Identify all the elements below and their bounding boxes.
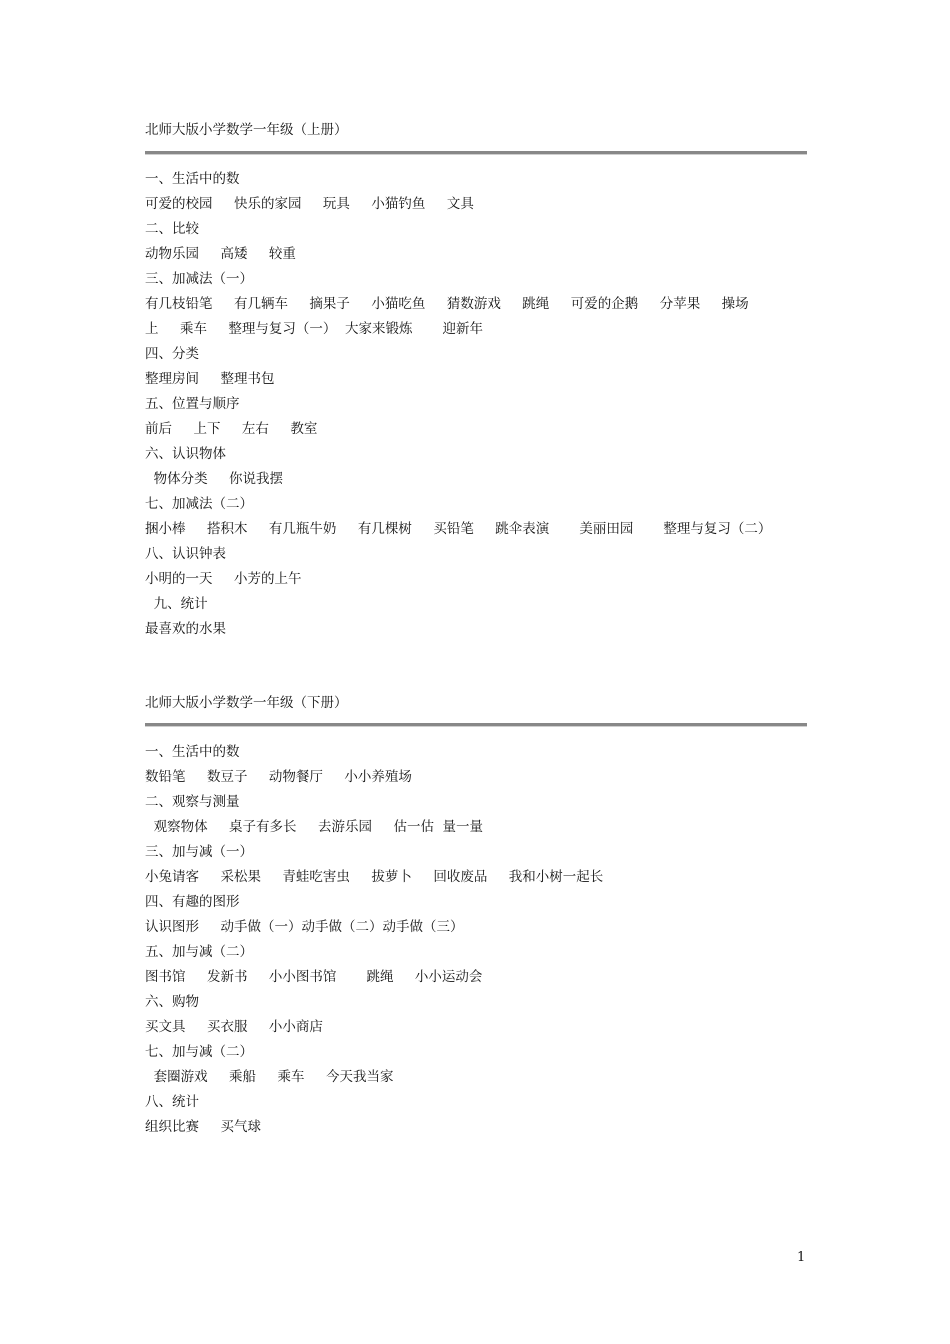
toc-line: 四、有趣的图形	[145, 894, 240, 910]
toc-line: 组织比赛 买气球	[145, 1119, 261, 1135]
toc-line: 图书馆 发新书 小小图书馆 跳绳 小小运动会	[145, 969, 483, 985]
toc-line: 认识图形 动手做（一）动手做（二）动手做（三）	[145, 919, 464, 935]
toc-line: 有几枝铅笔 有几辆车 摘果子 小猫吃鱼 猜数游戏 跳绳 可爱的企鹅 分苹果 操场	[145, 296, 749, 312]
toc-line: 上 乘车 整理与复习（一） 大家来锻炼 迎新年	[145, 321, 484, 337]
toc-line: 六、购物	[145, 994, 199, 1010]
toc-line: 买文具 买衣服 小小商店	[145, 1019, 323, 1035]
toc-line: 小明的一天 小芳的上午	[145, 571, 302, 587]
toc-line: 动物乐园 高矮 较重	[145, 246, 296, 262]
toc-list-upper	[145, 167, 810, 642]
toc-line: 套圈游戏 乘船 乘车 今天我当家	[145, 1069, 394, 1085]
toc-line: 捆小棒 搭积木 有几瓶牛奶 有几棵树 买铅笔 跳伞表演 美丽田园 整理与复习（二）	[145, 521, 772, 537]
toc-line: 五、位置与顺序	[145, 396, 240, 412]
header-rule-lower	[145, 723, 807, 727]
toc-line: 可爱的校园 快乐的家园 玩具 小猫钓鱼 文具	[145, 196, 474, 212]
page-number: 1	[797, 1250, 806, 1265]
toc-line: 三、加与减（一）	[145, 844, 253, 860]
toc-line: 前后 上下 左右 教室	[145, 421, 318, 437]
toc-line: 一、生活中的数	[145, 171, 240, 187]
toc-line: 四、分类	[145, 346, 199, 362]
toc-line: 三、加减法（一）	[145, 271, 253, 287]
toc-line: 七、加减法（二）	[145, 496, 253, 512]
section-header-upper: 北师大版小学数学一年级（上册）	[145, 122, 348, 138]
toc-line: 二、观察与测量	[145, 794, 240, 810]
toc-line: 二、比较	[145, 221, 199, 237]
toc-list-lower	[145, 740, 810, 1140]
toc-line: 小兔请客 采松果 青蛙吃害虫 拔萝卜 回收废品 我和小树一起长	[145, 869, 604, 885]
toc-line: 物体分类 你说我摆	[145, 471, 284, 487]
toc-line: 数铅笔 数豆子 动物餐厅 小小养殖场	[145, 769, 412, 785]
toc-line: 观察物体 桌子有多长 去游乐园 估一估 量一量	[145, 819, 484, 835]
section-header-lower: 北师大版小学数学一年级（下册）	[145, 695, 348, 711]
toc-line: 最喜欢的水果	[145, 621, 226, 637]
toc-line: 八、统计	[145, 1094, 199, 1110]
toc-line: 八、认识钟表	[145, 546, 226, 562]
header-rule-upper	[145, 151, 807, 155]
toc-line: 六、认识物体	[145, 446, 226, 462]
toc-line: 一、生活中的数	[145, 744, 240, 760]
toc-line: 整理房间 整理书包	[145, 371, 275, 387]
toc-line: 五、加与减（二）	[145, 944, 253, 960]
toc-line: 九、统计	[145, 596, 208, 612]
toc-line: 七、加与减（二）	[145, 1044, 253, 1060]
